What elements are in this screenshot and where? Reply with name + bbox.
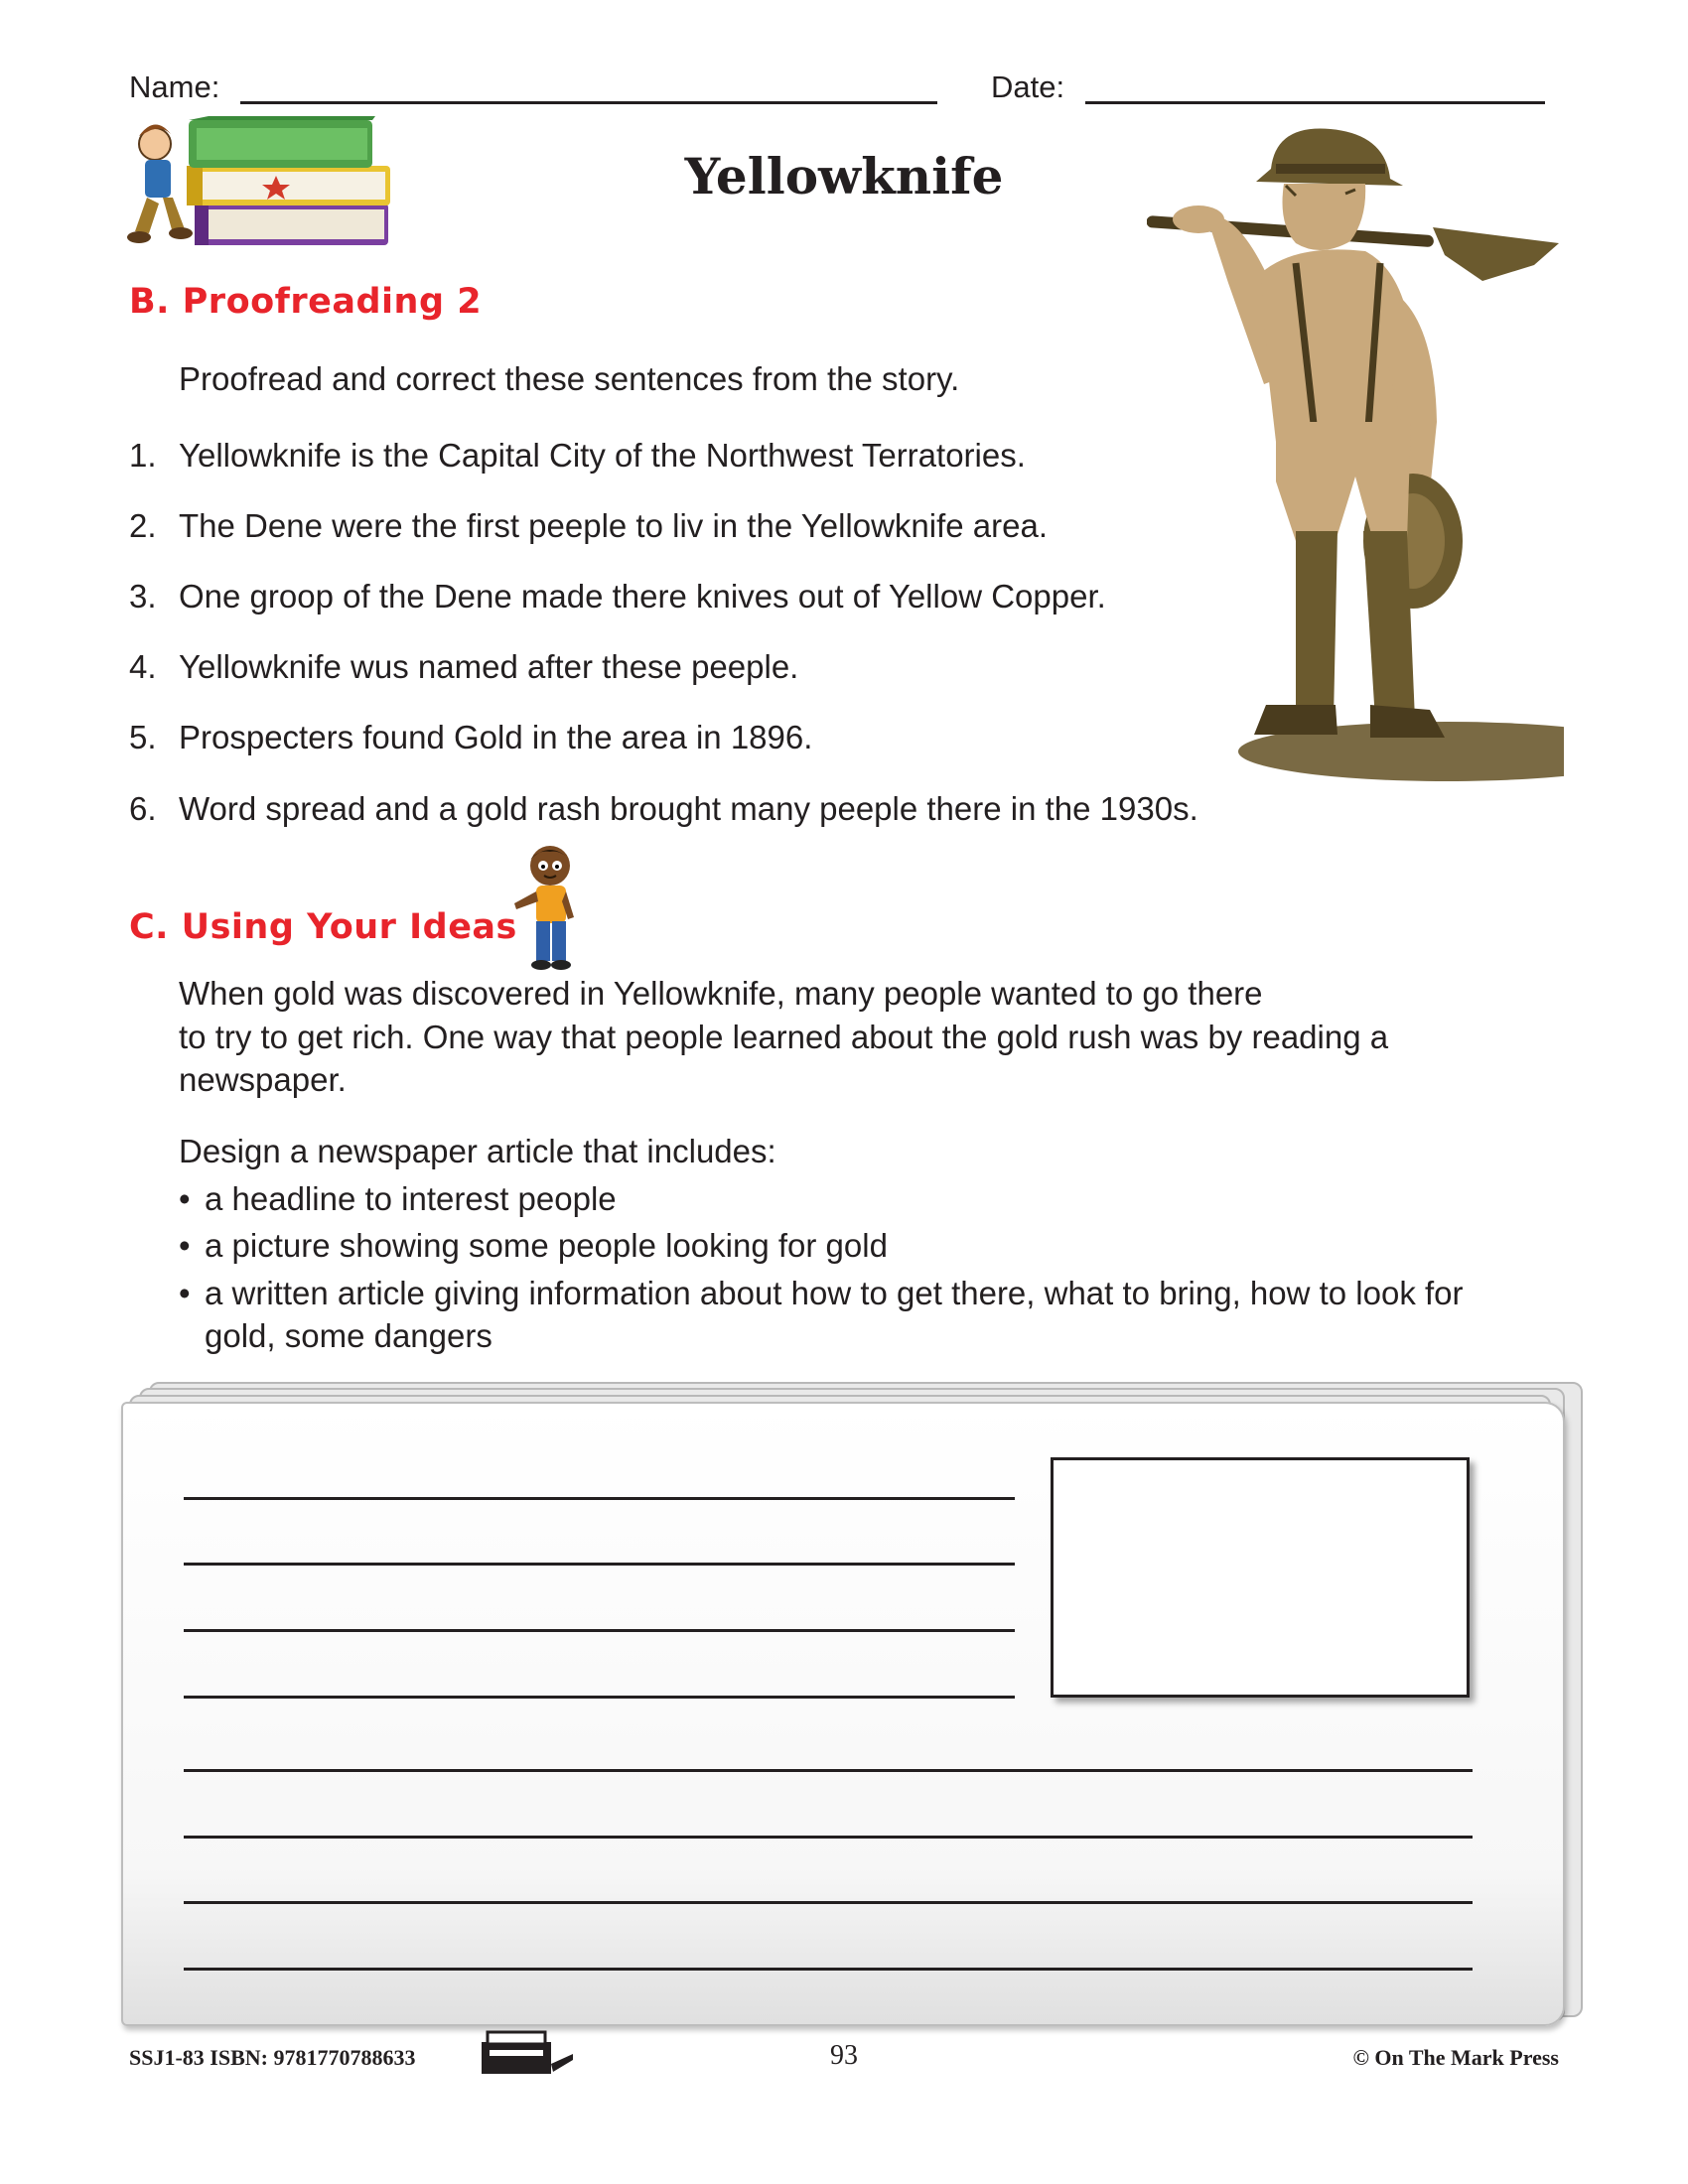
footer-code-isbn: SSJ1-83 ISBN: 9781770788633: [129, 2045, 416, 2070]
list-item: [0, 504, 1291, 547]
item-number: 6.: [129, 790, 157, 827]
date-field[interactable]: [1085, 101, 1545, 104]
item-number: 1.: [129, 437, 157, 474]
books-icon: [127, 114, 395, 258]
item-number: 4.: [129, 648, 157, 685]
article-line-1[interactable]: [184, 1769, 1473, 1772]
copier-icon: [480, 2028, 575, 2080]
item-text: Word spread and a gold rash brought many peeple there in the 1930s.: [179, 790, 1198, 827]
bullet-text: a written article giving information about how to get there, what to bring, how to look for gold, some dangers: [205, 1275, 1464, 1354]
section-b-heading: B. Proofreading 2: [129, 282, 483, 322]
footer-publisher: © On The Mark Press: [1352, 2045, 1559, 2070]
item-text: Prospecters found Gold in the area in 1896.: [179, 719, 813, 755]
name-label: Name:: [129, 69, 220, 104]
section-b-instructions: Proofread and correct these sentences from the story.: [179, 360, 960, 397]
date-label: Date:: [991, 69, 1065, 104]
headline-line-4[interactable]: [184, 1696, 1015, 1699]
item-number: 5.: [129, 719, 157, 755]
list-item: [0, 575, 1291, 617]
item-text: Yellowknife is the Capital City of the Northwest Terratories.: [179, 437, 1026, 474]
item-text: One groop of the Dene made there knives out of Yellow Copper.: [179, 578, 1106, 614]
item-number: 2.: [129, 507, 157, 544]
headline-line-3[interactable]: [184, 1629, 1015, 1632]
page-title: Yellowknife: [684, 147, 1004, 205]
article-line-2[interactable]: [184, 1836, 1473, 1839]
item-number: 3.: [129, 578, 157, 614]
headline-line-1[interactable]: [184, 1497, 1015, 1500]
headline-line-2[interactable]: [184, 1563, 1015, 1566]
item-text: Yellowknife wus named after these peeple.: [179, 648, 799, 685]
name-field[interactable]: [240, 101, 937, 104]
item-text: The Dene were the first peeple to liv in the Yellowknife area.: [179, 507, 1049, 544]
list-item: [0, 434, 1291, 477]
section-c-heading: C. Using Your Ideas: [129, 907, 517, 947]
article-line-3[interactable]: [184, 1901, 1473, 1904]
bullet-text: a headline to interest people: [205, 1180, 617, 1217]
section-c-paragraph-line-1: When gold was discovered in Yellowknife, many people wanted to go there: [179, 975, 1263, 1012]
list-item: [0, 787, 1390, 830]
list-item: [0, 645, 1291, 688]
picture-box[interactable]: [1051, 1457, 1470, 1698]
design-prompt: Design a newspaper article that includes:: [179, 1133, 776, 1169]
section-c-paragraph-line-3: newspaper.: [179, 1061, 347, 1098]
bullet-text: a picture showing some people looking for gold: [205, 1227, 888, 1264]
student-icon: [508, 842, 588, 973]
page-number: 93: [830, 2040, 858, 2071]
article-line-4[interactable]: [184, 1968, 1473, 1971]
list-item: [0, 716, 1291, 758]
section-c-paragraph-line-2: to try to get rich. One way that people learned about the gold rush was by reading a: [179, 1019, 1389, 1055]
